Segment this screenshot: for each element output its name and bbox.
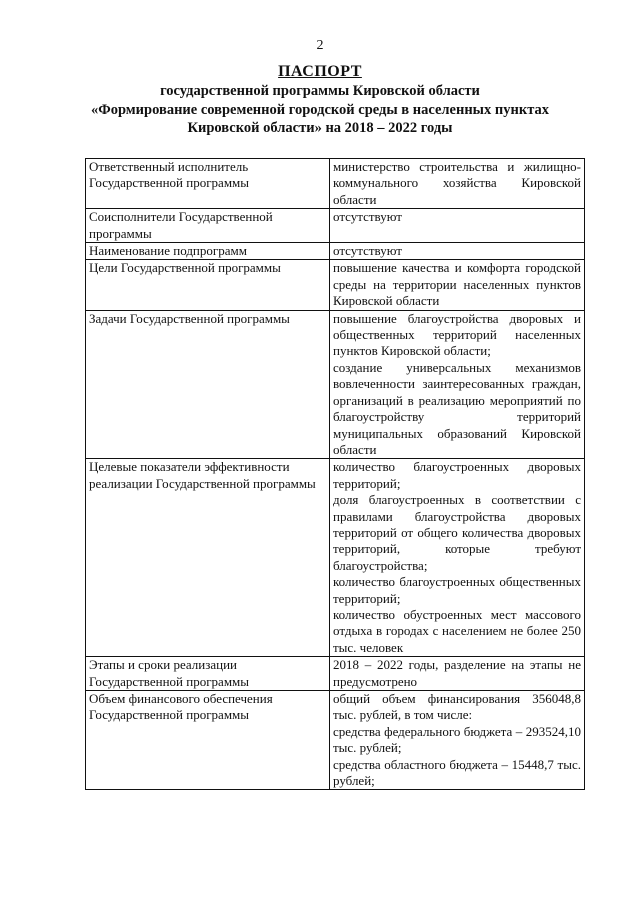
- row-label: Этапы и сроки реализации Государственной программы: [86, 657, 330, 691]
- table-row: [86, 260, 585, 310]
- row-value: [330, 159, 585, 209]
- table-row: [86, 657, 585, 691]
- document-header: [0, 62, 640, 138]
- table-row: [86, 691, 585, 790]
- document-subtitle-line-1: государственной программы Кировской области: [160, 83, 480, 99]
- row-label: Ответственный исполнитель Государственной программы: [86, 159, 330, 209]
- value-paragraph: отсутствуют: [333, 243, 402, 259]
- value-paragraph: повышение благоустройства дворовых и общественных территорий населенных пунктов Кировской области;: [333, 310, 581, 359]
- document-title: ПАСПОРТ: [278, 63, 362, 80]
- row-value: [330, 209, 585, 243]
- row-label: Целевые показатели эффективности реализации Государственной программы: [86, 459, 330, 657]
- document-subtitle-line-3: Кировской области» на 2018 – 2022 годы: [187, 120, 453, 136]
- table-row: [86, 310, 585, 459]
- value-paragraph: количество обустроенных мест массового отдыха в городах с населением не более 250 тыс. человек: [333, 606, 581, 655]
- value-paragraph: средства областного бюджета – 15448,7 тыс. рублей;: [333, 756, 581, 789]
- row-value: [330, 260, 585, 310]
- table-row: [86, 159, 585, 209]
- row-label: Объем финансового обеспечения Государственной программы: [86, 691, 330, 790]
- table-row: [86, 209, 585, 243]
- value-paragraph: общий объем финансирования 356048,8 тыс. рублей, в том числе:: [333, 691, 581, 723]
- value-paragraph: министерство строительства и жилищно-коммунального хозяйства Кировской области: [333, 159, 581, 207]
- document-subtitle-line-2: «Формирование современной городской среды в населенных пунктах: [91, 101, 549, 118]
- page-number: 2: [316, 38, 324, 53]
- table-row: [86, 243, 585, 260]
- value-paragraph: отсутствуют: [333, 209, 402, 225]
- row-value: [330, 657, 585, 691]
- row-label: Наименование подпрограмм: [86, 243, 330, 260]
- value-paragraph: 2018 – 2022 годы, разделение на этапы не предусмотрено: [333, 657, 581, 689]
- value-paragraph: количество благоустроенных дворовых территорий;: [333, 459, 581, 491]
- row-value: [330, 459, 585, 657]
- row-value: [330, 310, 585, 459]
- row-label: Задачи Государственной программы: [86, 310, 330, 459]
- row-label: Цели Государственной программы: [86, 260, 330, 310]
- row-value: [330, 691, 585, 790]
- value-paragraph: повышение качества и комфорта городской среды на территории населенных пунктов Кировской области: [333, 260, 581, 309]
- passport-table: [85, 158, 585, 790]
- value-paragraph: доля благоустроенных в соответствии с правилами благоустройства дворовых территорий от общего количества дворовых территорий, которые требуют благоустройства;: [333, 492, 581, 573]
- row-value: [330, 243, 585, 260]
- row-label: Соисполнители Государственной программы: [86, 209, 330, 243]
- table-row: [86, 459, 585, 657]
- value-paragraph: количество благоустроенных общественных территорий;: [333, 574, 581, 606]
- value-paragraph: средства федерального бюджета – 293524,10 тыс. рублей;: [333, 723, 581, 756]
- value-paragraph: создание универсальных механизмов вовлеченности заинтересованных граждан, организаций в реализацию мероприятий по благоустройству территорий муниципальных образований Кировской области: [333, 359, 581, 457]
